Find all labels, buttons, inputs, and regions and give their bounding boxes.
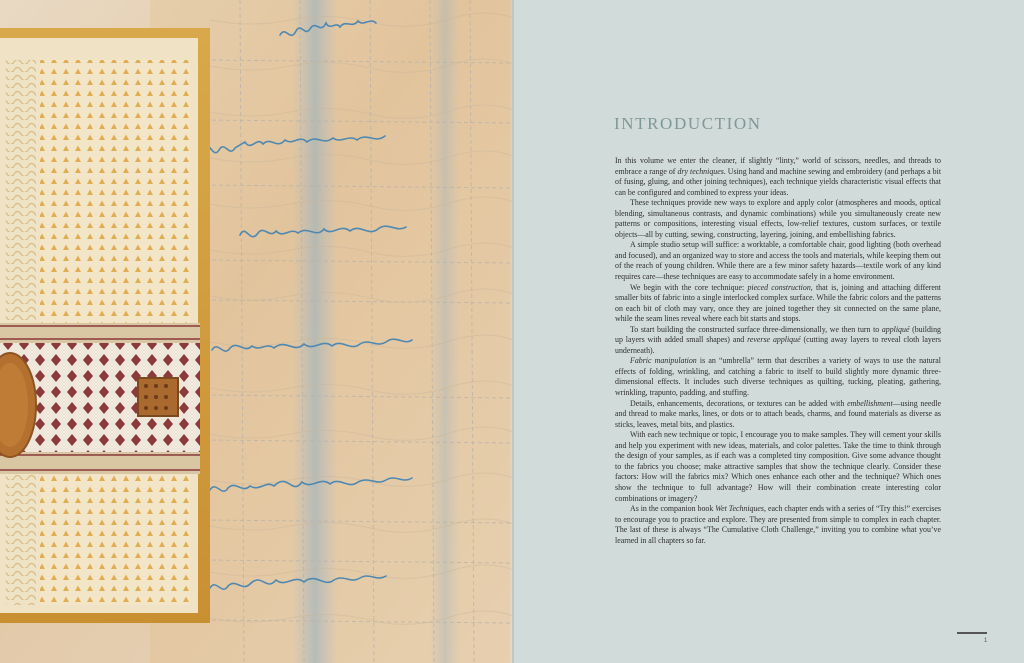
paragraph	[615, 399, 941, 431]
italic-term: appliqué	[881, 324, 910, 334]
text-run: , that is, joining and attaching different smaller bits of fabric into a single interlocked complex surface. While the fabric colors and the patterns on each bit of cloth may vary, once they are joined together they sit connected on the same plane, while the seam lines reveal where each bit starts and stops.	[615, 282, 941, 324]
page-number: 1	[984, 638, 988, 644]
paragraph	[615, 156, 941, 198]
italic-term: Fabric manipulation	[630, 356, 697, 366]
paragraph	[615, 504, 941, 546]
triangle-print-top	[40, 60, 190, 325]
italic-term: embellishment	[847, 398, 893, 408]
paragraph	[615, 356, 941, 398]
text-run: We begin with the core technique:	[630, 282, 748, 292]
paragraph	[615, 283, 941, 325]
italic-term: Wet Techniques	[715, 504, 764, 514]
text-run: (building up layers with added small shapes) and	[615, 324, 941, 345]
text-run: is an “umbrella” term that describes a variety of ways to use the natural effects of folding, wrinkling, and catching a fabric to itself to build slightly more dynamic three-dimensional effects. It includes such diverse techniques as quilting, tucking, pleating, gathering, wrinkling, trapunto, padding, and stuffing.	[615, 356, 941, 398]
triangle-print-bottom	[40, 475, 190, 605]
gold-bordered-panel	[0, 28, 210, 623]
paragraph	[615, 198, 941, 240]
embroidered-band-bottom	[6, 475, 36, 605]
text-run: , each chapter ends with a series of “Try this!” exercises to encourage you to practice and explore. They are presented from simple to complex in each chapter. The last of these is always “The Cumulative Cloth Challenge,” inviting you to combine what you’ve learned in all chapters so far.	[615, 504, 941, 545]
text-run: (cutting away layers to reveal cloth layers underneath).	[615, 335, 942, 355]
text-run: With each new technique or topic, I encourage you to make samples. They will cement your skills and help you experiment with new ideas, materials, and color palettes. Take the time to think through the design of your samples, as if each was a completed tiny composition. Give some advance thought to the fabrics you choose; make attractive samples that show the technique clearly. Consider these factors: How will the fabrics mix? Which ones enhance each other and the technique? Which ones show the technique to full advantage? How will their combination create interesting color combinations or imagery?	[615, 430, 941, 503]
text-run: . Using hand and machine sewing and embroidery (and perhaps a bit of fusing, gluing, and other joining techniques), each technique yields characteristic visual effects that can be configured and combined to express your ideas.	[615, 166, 942, 197]
italic-term: dry techniques	[677, 166, 724, 176]
paragraph	[615, 430, 941, 504]
embroidered-band-top	[6, 60, 36, 325]
text-run: —using needle and thread to make marks, lines, or dots or to attach beads, charms, and found materials as diverse as sticks, leaves, metal bits, and plastics.	[615, 398, 942, 429]
italic-term: pieced construction	[747, 282, 811, 292]
text-run: In this volume we enter the cleaner, if slightly “linty,” world of scissors, needles, and threads to embrace a range of	[615, 156, 941, 176]
text-page	[514, 0, 1024, 663]
text-run: These techniques provide new ways to explore and apply color (atmospheres and moods, optical blending, simultaneous contrasts, and dynamic combinations) while you simultaneously create new patterns or compositions, interesting visual effects, low-relief textures, custom surfaces, or textile objects—all by cutting, sewing, constructing, layering, joining, and embellishing fabrics.	[615, 198, 941, 239]
page-rule	[957, 632, 987, 634]
italic-term: reverse appliqué	[747, 335, 801, 345]
paragraph	[615, 240, 941, 282]
text-run: Details, enhancements, decorations, or textures can be added with	[630, 398, 848, 408]
text-run: To start building the constructed surface three-dimensionally, we then turn to	[630, 324, 882, 334]
chapter-title: INTRODUCTION	[614, 114, 762, 133]
body-text	[615, 156, 941, 546]
text-run: As in the companion book	[630, 504, 716, 514]
text-run: A simple studio setup will suffice: a worktable, a comfortable chair, good lighting (both overhead and focused), and an organized way to store and access the tools and materials, while keeping them out of the reach of young children. While there are a few minor safety hazards—textile work of any kind requires care—these techniques are easy to accommodate safely in a home environment.	[615, 240, 941, 282]
paragraph	[615, 325, 941, 357]
indigo-dye-streak	[292, 0, 338, 663]
